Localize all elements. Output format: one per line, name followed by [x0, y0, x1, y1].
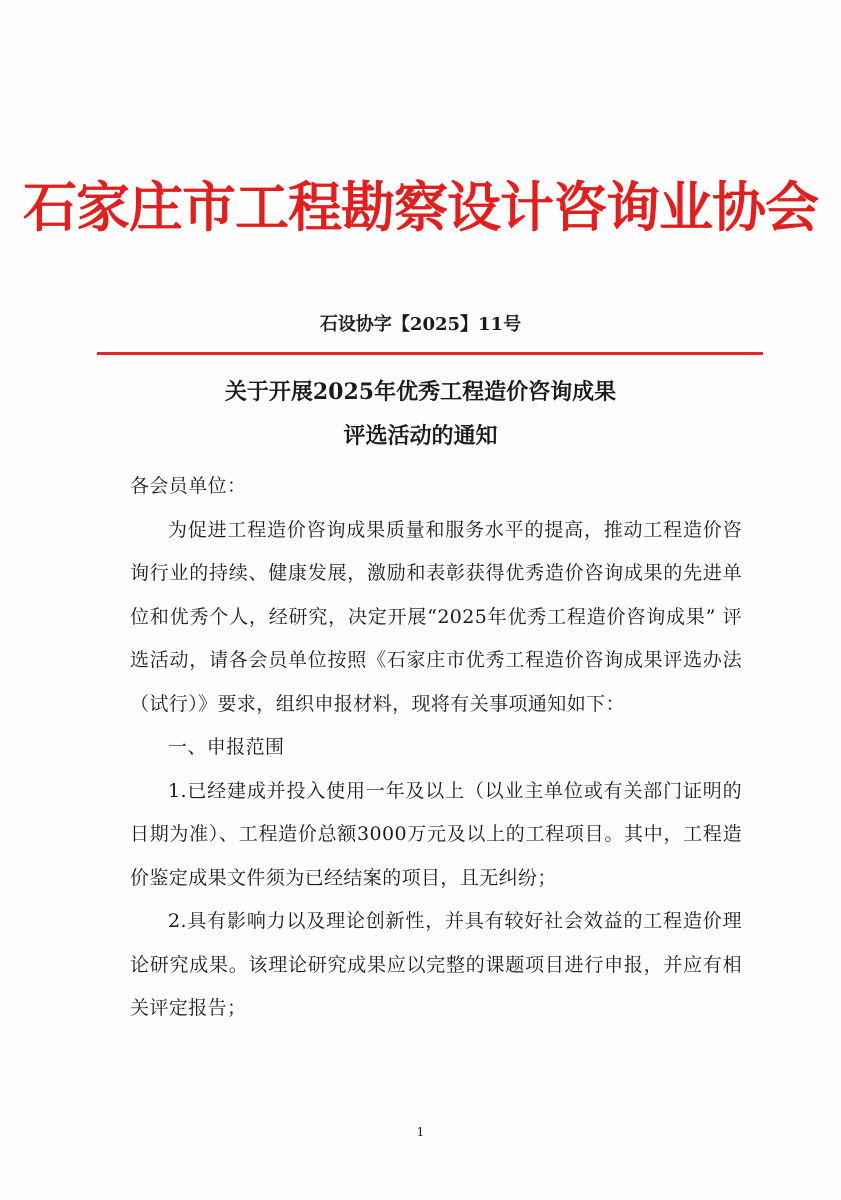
page-number: 1 [416, 1125, 425, 1139]
section-heading-scope: 一、申报范围 [168, 736, 285, 758]
title-line-2: 评选活动的通知 [343, 423, 498, 449]
intro-paragraph: 为促进工程造价咨询成果质量和服务水平的提高，推动工程造价咨询行业的持续、健康发展，激励和表彰获得优秀造价咨询成果的先进单位和优秀个人，经研究，决定开展“2025年优秀工程造价咨询成果” 评选活动，请各会员单位按照《石家庄市优秀工程造价咨询成果评选办法（试行）》要求，组织申报材料，现将有关事项通知如下： [130, 518, 742, 715]
organization-header: 石家庄市工程勘察设计咨询业协会 [23, 175, 818, 239]
notice-title [0, 370, 841, 458]
scope-item-2: 2.具有影响力以及理论创新性，并具有较好社会效益的工程造价理论研究成果。该理论研究成果应以完整的课题项目进行申报，并应有相关评定报告； [130, 910, 742, 1019]
red-divider-line [97, 352, 763, 355]
salutation: 各会员单位： [130, 475, 247, 497]
document-number: 石设协字【2025】11号 [319, 314, 522, 335]
scope-item-1: 1.已经建成并投入使用一年及以上（以业主单位或有关部门证明的日期为准）、工程造价总额3000万元及以上的工程项目。其中，工程造价鉴定成果文件须为已经结案的项目，且无纠纷； [130, 779, 742, 889]
title-line-1: 关于开展2025年优秀工程造价咨询成果 [224, 379, 617, 405]
notice-body [130, 465, 742, 1031]
